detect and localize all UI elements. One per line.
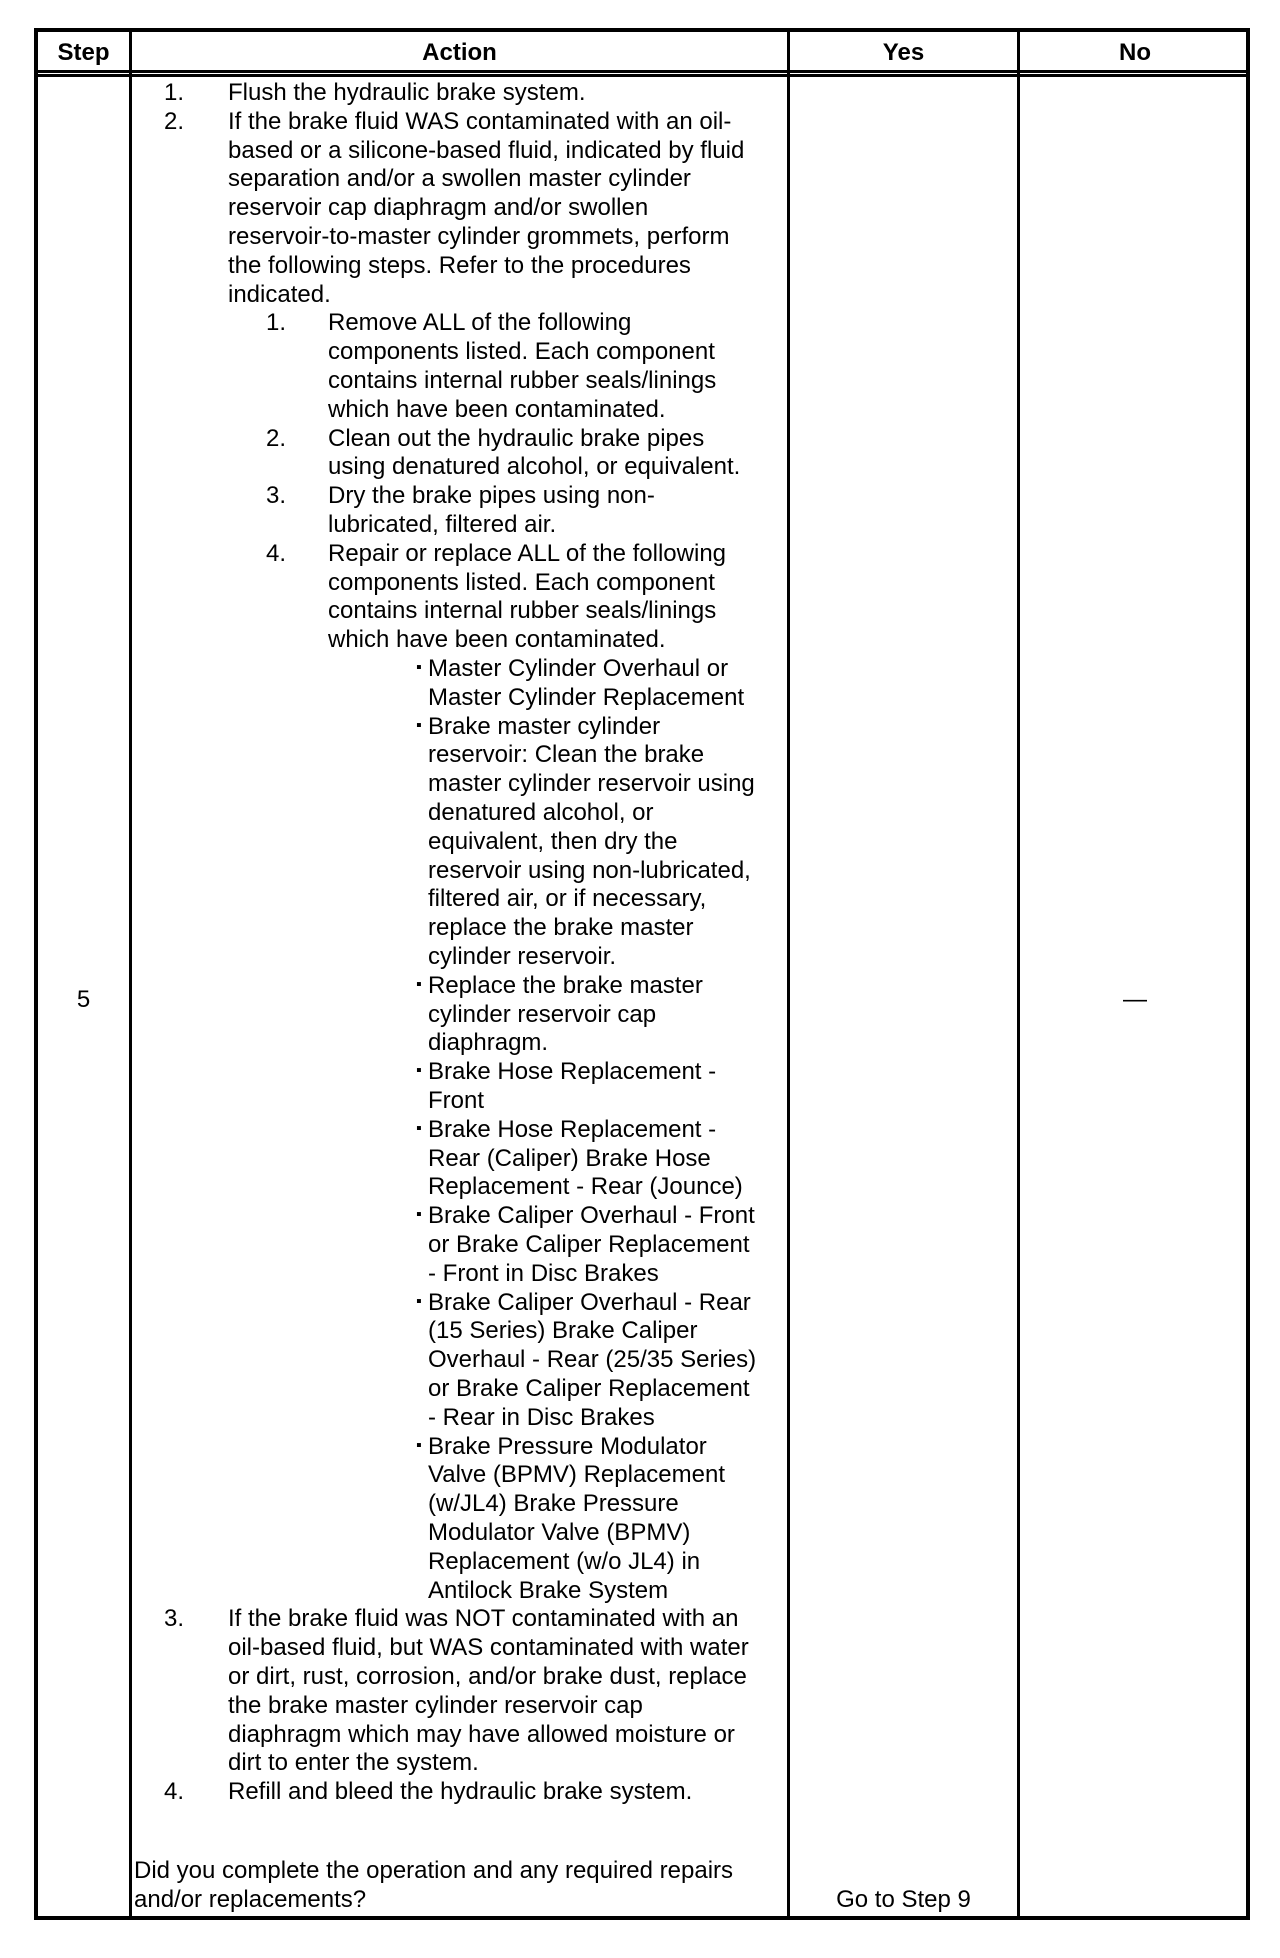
substep-number: 3. — [265, 482, 286, 510]
substep-text: Repair or replace ALL of the following — [328, 539, 727, 567]
bullet-text: equivalent, then dry the — [428, 827, 678, 855]
substep-text: which have been contaminated. — [328, 395, 666, 423]
bullet-icon: ▪ — [416, 1436, 422, 1454]
substep-text: Dry the brake pipes using non- — [328, 482, 655, 510]
bullet-icon: ▪ — [416, 716, 422, 734]
header-step: Step — [57, 39, 110, 66]
bullet-text: master cylinder reservoir using — [428, 770, 755, 798]
bullet-text: Brake Pressure Modulator — [428, 1432, 707, 1460]
step-item-number: 2. — [163, 107, 184, 135]
procedure-table — [34, 28, 1250, 1920]
step-item-text: Flush the hydraulic brake system. — [228, 79, 586, 106]
column-divider — [1017, 32, 1020, 1916]
substep-text: components listed. Each component — [328, 338, 715, 366]
bullet-text: Valve (BPMV) Replacement — [428, 1461, 725, 1489]
step-item-number: 3. — [163, 1605, 184, 1633]
substep-text: contains internal rubber seals/linings — [328, 367, 717, 394]
bullet-text: Replacement - Rear (Jounce) — [428, 1173, 743, 1201]
step-item-text: based or a silicone-based fluid, indicated by fluid — [228, 136, 745, 164]
question-text: and/or replacements? — [134, 1885, 367, 1913]
bullet-text: Brake Caliper Overhaul - Rear — [428, 1288, 751, 1316]
step-item-text: indicated. — [228, 280, 331, 308]
bullet-text: Front — [428, 1087, 485, 1114]
bullet-text: Modulator Valve (BPMV) — [428, 1519, 691, 1546]
bullet-text: - Front in Disc Brakes — [428, 1259, 659, 1287]
bullet-text: filtered air, or if necessary, — [428, 885, 707, 913]
bullet-text: diaphragm. — [428, 1029, 549, 1057]
bullet-text: cylinder reservoir. — [428, 943, 617, 970]
bullet-text: Brake Hose Replacement - — [428, 1115, 717, 1143]
bullet-text: - Rear in Disc Brakes — [428, 1403, 655, 1431]
substep-text: Remove ALL of the following — [328, 309, 632, 337]
bullet-text: cylinder reservoir cap — [428, 1000, 657, 1028]
header-yes: Yes — [882, 39, 925, 66]
no-cell-dash: — — [1123, 986, 1147, 1013]
step-item-text: If the brake fluid was NOT contaminated with an — [228, 1605, 739, 1633]
step-item-number: 1. — [163, 79, 184, 106]
bullet-text: reservoir: Clean the brake — [428, 741, 705, 769]
step-item-text: reservoir-to-master cylinder grommets, perform — [228, 223, 730, 250]
substep-text: contains internal rubber seals/linings — [328, 597, 717, 625]
bullet-text: denatured alcohol, or — [428, 799, 654, 826]
bullet-text: Replace the brake master — [428, 971, 703, 999]
bullet-text: (w/JL4) Brake Pressure — [428, 1490, 679, 1518]
substep-number: 2. — [265, 424, 286, 452]
bullet-icon: ▪ — [416, 1062, 422, 1080]
bullet-text: reservoir using non-lubricated, — [428, 856, 751, 884]
bullet-icon: ▪ — [416, 1206, 422, 1224]
bullet-text: Replacement (w/o JL4) in — [428, 1547, 701, 1575]
substep-text: components listed. Each component — [328, 568, 715, 596]
step-item-text: the following steps. Refer to the procedures — [228, 251, 691, 279]
substep-text: lubricated, filtered air. — [328, 511, 557, 538]
column-divider — [787, 32, 790, 1916]
yes-cell-goto: Go to Step 9 — [836, 1886, 971, 1913]
bullet-text: Brake master cylinder — [428, 712, 661, 740]
step-item-text: or dirt, rust, corrosion, and/or brake dust, replace — [228, 1663, 747, 1690]
bullet-text: Overhaul - Rear (25/35 Series) — [428, 1346, 757, 1374]
step-item-text: If the brake fluid WAS contaminated with an oil- — [228, 107, 732, 135]
bullet-text: Master Cylinder Overhaul or — [428, 655, 729, 682]
substep-text: Clean out the hydraulic brake pipes — [328, 424, 705, 452]
header-no: No — [1119, 39, 1151, 66]
bullet-text: Master Cylinder Replacement — [428, 683, 745, 711]
bullet-text: Antilock Brake System — [428, 1576, 669, 1604]
bullet-text: or Brake Caliper Replacement — [428, 1375, 750, 1402]
substep-number: 1. — [265, 309, 286, 337]
bullet-icon: ▪ — [416, 659, 422, 676]
bullet-text: (15 Series) Brake Caliper — [428, 1317, 698, 1345]
step-item-text: the brake master cylinder reservoir cap — [228, 1691, 643, 1719]
step-item-text: separation and/or a swollen master cylinder — [228, 165, 691, 193]
question-text: Did you complete the operation and any required repairs — [134, 1857, 734, 1884]
bullet-icon: ▪ — [416, 975, 422, 993]
substep-text: which have been contaminated. — [328, 626, 666, 654]
bullet-text: replace the brake master — [428, 914, 694, 942]
substep-text: using denatured alcohol, or equivalent. — [328, 453, 741, 481]
action-cell — [132, 32, 787, 1916]
substep-number: 4. — [265, 539, 286, 567]
step-item-number: 4. — [163, 1778, 184, 1806]
step-item-text: oil-based fluid, but WAS contaminated with water — [228, 1634, 749, 1662]
bullet-icon: ▪ — [416, 1119, 422, 1137]
step-number: 5 — [76, 986, 91, 1013]
bullet-text: Brake Hose Replacement - — [428, 1058, 717, 1086]
step-item-text: reservoir cap diaphragm and/or swollen — [228, 194, 649, 222]
step-item-text: dirt to enter the system. — [228, 1749, 479, 1777]
bullet-text: or Brake Caliper Replacement — [428, 1231, 750, 1258]
bullet-text: Rear (Caliper) Brake Hose — [428, 1144, 711, 1172]
step-item-text: diaphragm which may have allowed moisture or — [228, 1720, 735, 1748]
step-item-text: Refill and bleed the hydraulic brake system. — [228, 1778, 693, 1806]
header-action: Action — [422, 39, 497, 66]
bullet-icon: ▪ — [416, 1292, 422, 1310]
bullet-text: Brake Caliper Overhaul - Front — [428, 1202, 755, 1230]
